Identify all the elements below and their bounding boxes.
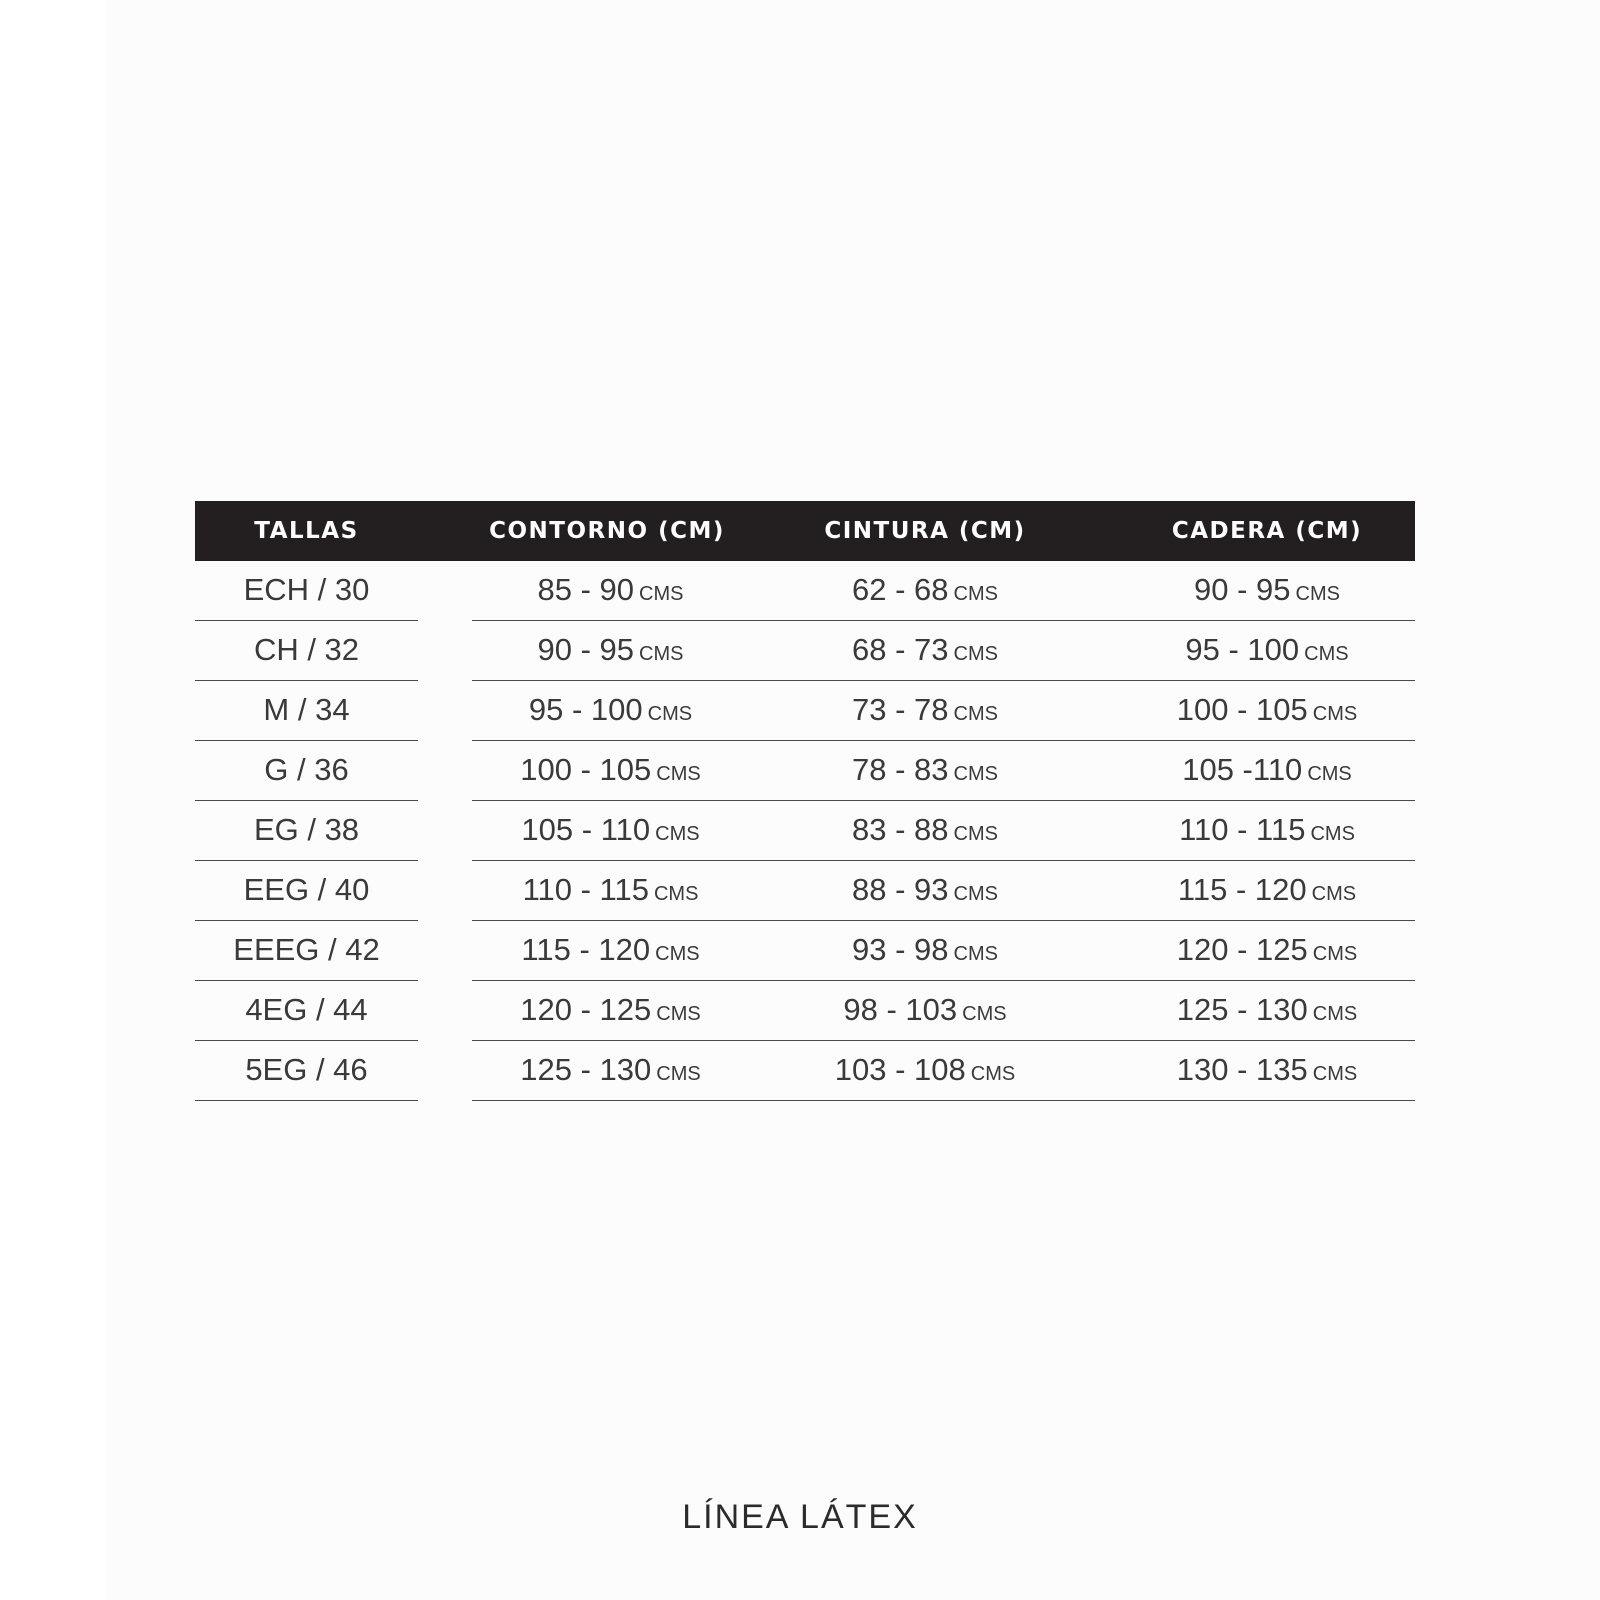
cell-contorno [472, 681, 749, 741]
cintura-value: 83 - 88 [852, 812, 949, 847]
cell-cadera [1139, 801, 1395, 861]
table-row [0, 861, 1600, 921]
unit-label: CMS [1312, 943, 1358, 965]
contorno-value: 90 - 95 [537, 632, 635, 667]
table-row [0, 981, 1600, 1041]
cell-cadera [1139, 681, 1395, 741]
cadera-value: 130 - 135 [1176, 1052, 1308, 1087]
unit-label: CMS [953, 583, 998, 605]
cell-cintura [807, 921, 1043, 981]
cintura-value: 98 - 103 [843, 992, 958, 1027]
cell-cadera [1139, 921, 1395, 981]
unit-label: CMS [953, 943, 998, 965]
unit-label: CMS [1311, 883, 1357, 905]
row-divider [195, 1100, 418, 1102]
cadera-value: 90 - 95 [1194, 572, 1291, 607]
contorno-value: 120 - 125 [520, 992, 652, 1027]
cell-cintura [807, 681, 1043, 741]
table-row [0, 801, 1600, 861]
cadera-value: 115 - 120 [1177, 872, 1307, 907]
cadera-value: 95 - 100 [1185, 632, 1300, 667]
talla-value: EG / 38 [253, 812, 360, 847]
talla-value: M / 34 [263, 692, 350, 727]
contorno-value: 125 - 130 [520, 1052, 652, 1087]
unit-label: CMS [953, 883, 998, 905]
unit-label: CMS [656, 1063, 701, 1085]
cell-talla [195, 681, 418, 741]
header-tallas: TALLAS [254, 518, 359, 544]
table-header [195, 501, 1415, 561]
cell-contorno [472, 741, 749, 801]
cell-talla [195, 981, 418, 1041]
unit-label: CMS [953, 823, 998, 845]
cintura-value: 93 - 98 [852, 932, 949, 967]
talla-value: ECH / 30 [243, 572, 370, 607]
cintura-value: 88 - 93 [852, 872, 949, 907]
cadera-value: 125 - 130 [1176, 992, 1308, 1027]
unit-label: CMS [962, 1003, 1007, 1025]
unit-label: CMS [647, 703, 693, 725]
unit-label: CMS [970, 1063, 1016, 1085]
contorno-value: 85 - 90 [537, 572, 635, 607]
cell-cadera [1139, 741, 1395, 801]
cintura-value: 62 - 68 [852, 572, 949, 607]
talla-value: 5EG / 46 [245, 1052, 368, 1087]
unit-label: CMS [656, 763, 701, 785]
cell-cintura [807, 621, 1043, 681]
footer-title: LÍNEA LÁTEX [682, 1498, 918, 1536]
cell-cadera [1139, 1041, 1395, 1101]
cell-talla [195, 801, 418, 861]
table-row [0, 561, 1600, 621]
unit-label: CMS [639, 583, 684, 605]
cell-cadera [1139, 981, 1395, 1041]
unit-label: CMS [1312, 1063, 1358, 1085]
unit-label: CMS [1312, 1003, 1358, 1025]
contorno-value: 95 - 100 [528, 692, 643, 727]
cadera-value: 105 -110 [1182, 752, 1303, 787]
cell-contorno [472, 861, 749, 921]
contorno-value: 110 - 115 [522, 872, 649, 907]
cell-cintura [807, 801, 1043, 861]
cell-cintura [807, 741, 1043, 801]
unit-label: CMS [953, 643, 998, 665]
talla-value: EEEG / 42 [233, 932, 380, 967]
unit-label: CMS [953, 703, 998, 725]
header-contorno: CONTORNO (CM) [489, 518, 725, 544]
unit-label: CMS [1310, 823, 1355, 845]
cell-contorno [472, 921, 749, 981]
table-row [0, 621, 1600, 681]
table-row [0, 741, 1600, 801]
talla-value: CH / 32 [253, 632, 360, 667]
header-cintura: CINTURA (CM) [824, 518, 1026, 544]
cell-talla [195, 561, 418, 621]
cell-contorno [472, 801, 749, 861]
table-row [0, 681, 1600, 741]
unit-label: CMS [1312, 703, 1358, 725]
row-divider [472, 1100, 1415, 1102]
header-cadera: CADERA (CM) [1171, 518, 1363, 544]
cintura-value: 73 - 78 [852, 692, 949, 727]
unit-label: CMS [653, 883, 699, 905]
contorno-value: 105 - 110 [521, 812, 651, 847]
cell-talla [195, 621, 418, 681]
cintura-value: 78 - 83 [852, 752, 949, 787]
talla-value: 4EG / 44 [245, 992, 368, 1027]
talla-value: EEG / 40 [243, 872, 370, 907]
cadera-value: 100 - 105 [1176, 692, 1308, 727]
cintura-value: 103 - 108 [834, 1052, 966, 1087]
unit-label: CMS [639, 643, 684, 665]
table-row [0, 1041, 1600, 1101]
cell-contorno [472, 621, 749, 681]
unit-label: CMS [953, 763, 998, 785]
contorno-value: 100 - 105 [520, 752, 652, 787]
cadera-value: 120 - 125 [1176, 932, 1308, 967]
cell-contorno [472, 561, 749, 621]
cell-contorno [472, 981, 749, 1041]
size-table-body [0, 561, 1600, 1101]
contorno-value: 115 - 120 [521, 932, 651, 967]
cell-cintura [807, 981, 1043, 1041]
table-row [0, 921, 1600, 981]
talla-value: G / 36 [264, 752, 349, 787]
cell-cadera [1139, 861, 1395, 921]
cell-talla [195, 921, 418, 981]
unit-label: CMS [656, 1003, 701, 1025]
cell-contorno [472, 1041, 749, 1101]
cell-cadera [1139, 561, 1395, 621]
cell-cintura [807, 861, 1043, 921]
cell-talla [195, 1041, 418, 1101]
unit-label: CMS [1304, 643, 1349, 665]
cell-talla [195, 861, 418, 921]
cell-cadera [1139, 621, 1395, 681]
unit-label: CMS [1307, 763, 1352, 785]
cell-cintura [807, 561, 1043, 621]
cintura-value: 68 - 73 [852, 632, 949, 667]
unit-label: CMS [655, 943, 700, 965]
cell-cintura [807, 1041, 1043, 1101]
cell-talla [195, 741, 418, 801]
unit-label: CMS [655, 823, 700, 845]
unit-label: CMS [1295, 583, 1340, 605]
cadera-value: 110 - 115 [1179, 812, 1306, 847]
